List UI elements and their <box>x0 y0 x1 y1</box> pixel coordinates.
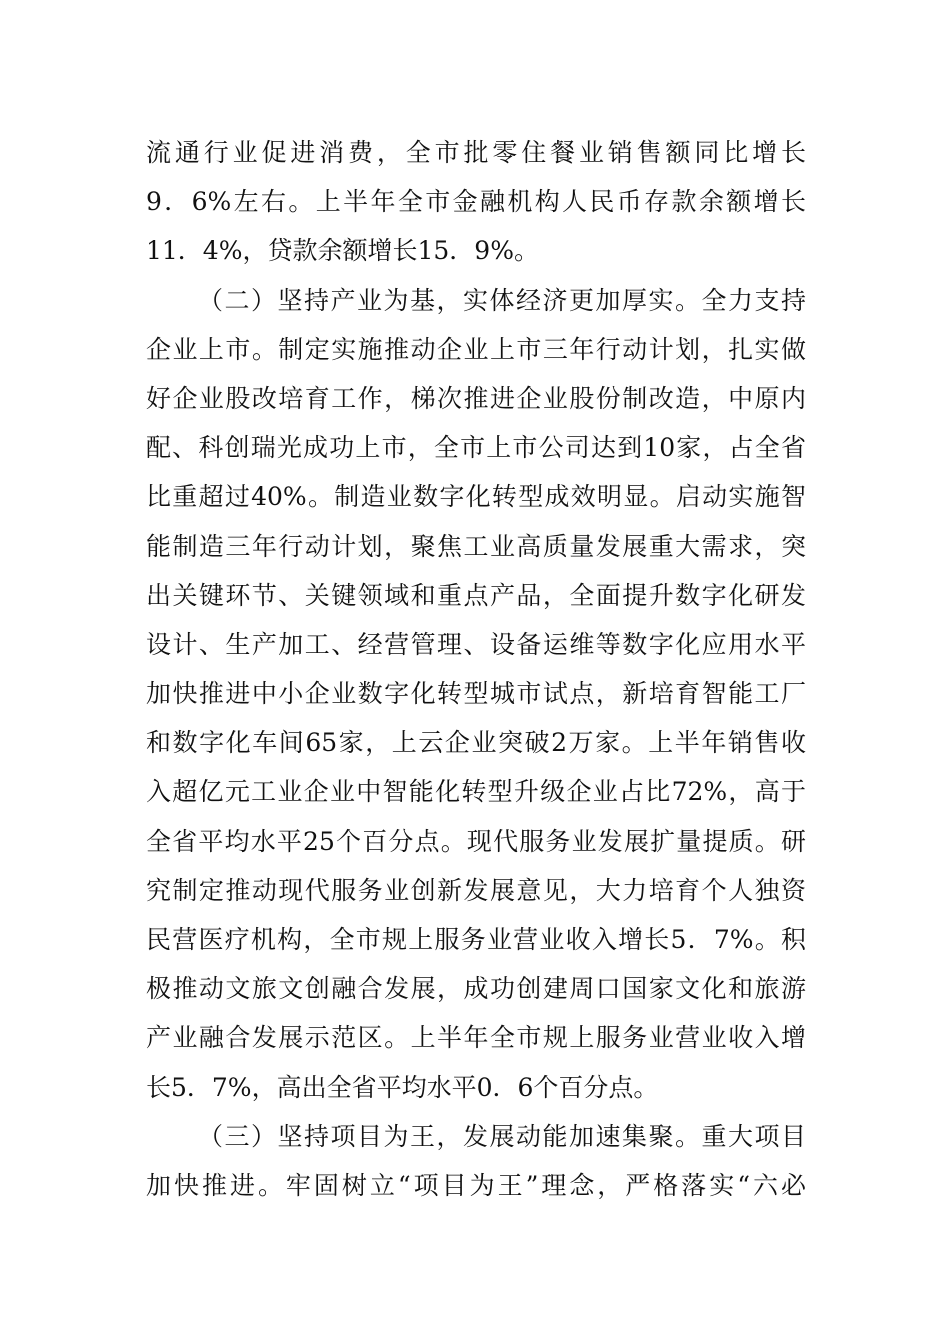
text-line: 9．6%左右。上半年全市金融机构人民币存款余额增长 <box>146 187 806 217</box>
text-line: 配、科创瑞光成功上市，全市上市公司达到10家，占全省 <box>146 433 806 463</box>
text-line: 极推动文旅文创融合发展，成功创建周口国家文化和旅游 <box>146 974 806 1004</box>
text-line: 加快推进中小企业数字化转型城市试点，新培育智能工厂 <box>146 679 806 709</box>
text-line: 流通行业促进消费，全市批零住餐业销售额同比增长 <box>146 138 806 167</box>
text-line: 入超亿元工业企业中智能化转型升级企业占比72%，高于 <box>146 777 806 807</box>
text-line: 比重超过40%。制造业数字化转型成效明显。启动实施智 <box>146 482 806 512</box>
text-line: 11．4%，贷款余额增长15．9%。 <box>146 236 539 266</box>
text-line: 出关键环节、关键领域和重点产品，全面提升数字化研发 <box>146 580 806 610</box>
text-line: 产业融合发展示范区。上半年全市规上服务业营业收入增 <box>146 1023 806 1053</box>
text-line: 加快推进。牢固树立“项目为王”理念，严格落实“六必 <box>146 1170 806 1200</box>
text-line: 民营医疗机构，全市规上服务业营业收入增长5．7%。积 <box>146 925 806 954</box>
text-line: 长5．7%，高出全省平均水平0．6个百分点。 <box>146 1072 659 1102</box>
text-line: 设计、生产加工、经营管理、设备运维等数字化应用水平 <box>146 629 806 659</box>
text-line: 究制定推动现代服务业创新发展意见，大力培育个人独资 <box>146 875 806 905</box>
text-line: 好企业股改培育工作，梯次推进企业股份制改造，中原内 <box>146 383 806 413</box>
paragraph-start-line: （三）坚持项目为王，发展动能加速集聚。重大项目 <box>198 1121 806 1151</box>
text-line: 能制造三年行动计划，聚焦工业高质量发展重大需求，突 <box>146 531 806 561</box>
text-line: 企业上市。制定实施推动企业上市三年行动计划，扎实做 <box>146 334 806 364</box>
text-line: 和数字化车间65家，上云企业突破2万家。上半年销售收 <box>146 728 806 758</box>
text-line: 全省平均水平25个百分点。现代服务业发展扩量提质。研 <box>146 826 806 856</box>
body-text <box>146 128 806 1210</box>
paragraph-start-line: （二）坚持产业为基，实体经济更加厚实。全力支持 <box>198 285 806 315</box>
